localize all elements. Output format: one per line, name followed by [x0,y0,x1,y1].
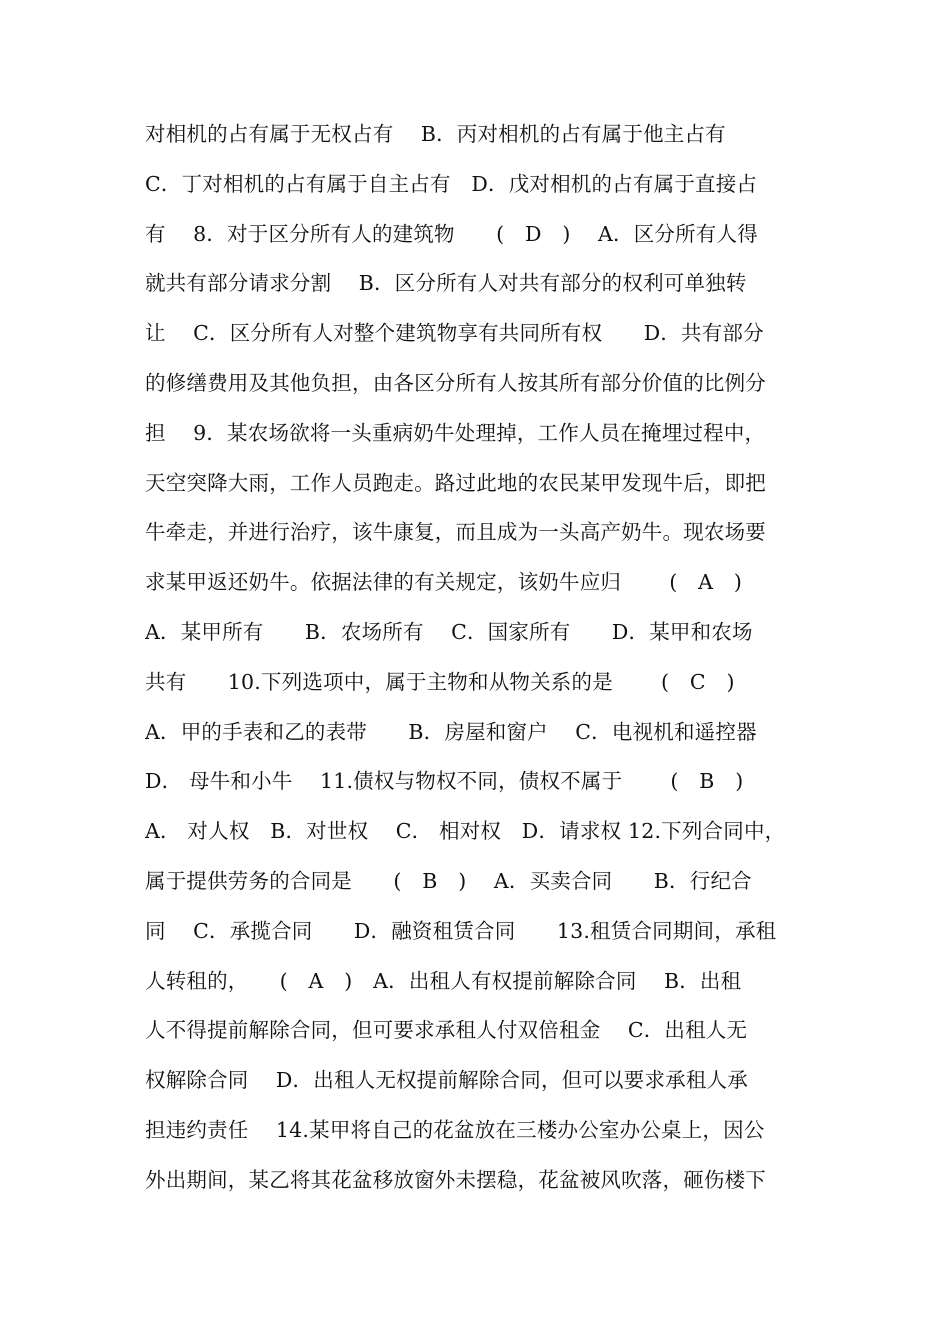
text-line-21: 担违约责任 14.某甲将自己的花盆放在三楼办公室办公桌上，因公 [145,1117,765,1142]
text-line-14: D． 母牛和小牛 11.债权与物权不同，债权不属于 ( B ) [145,769,744,794]
text-line-13: A．甲的手表和乙的表带 B．房屋和窗户 C．电视机和遥控器 [145,719,757,744]
text-line-17: 同 C．承揽合同 D．融资租赁合同 13.租赁合同期间，承租 [145,918,777,943]
text-line-5: 让 C．区分所有人对整个建筑物享有共同所有权 D．共有部分 [145,321,764,346]
text-line-11: A．某甲所有 B．农场所有 C．国家所有 D．某甲和农场 [145,619,753,644]
text-line-6: 的修缮费用及其他负担，由各区分所有人按其所有部分价值的比例分 [145,370,766,395]
text-line-7: 担 9．某农场欲将一头重病奶牛处理掉，工作人员在掩埋过程中， [145,420,766,445]
text-line-16: 属于提供劳务的合同是 ( B ) A．买卖合同 B．行纪合 [145,868,752,893]
text-line-18: 人转租的， ( A ) A．出租人有权提前解除合同 B．出租 [145,968,742,993]
text-line-3: 有 8．对于区分所有人的建筑物 ( D ) A．区分所有人得 [145,221,758,246]
text-line-10: 求某甲返还奶牛。依据法律的有关规定，该奶牛应归 ( A ) [145,570,743,595]
text-line-15: A． 对人权 B．对世权 C． 相对权 D．请求权 12.下列合同中， [145,819,786,844]
text-line-4: 就共有部分请求分割 B．区分所有人对共有部分的权利可单独转 [145,271,747,296]
text-line-19: 人不得提前解除合同，但可要求承租人付双倍租金 C．出租人无 [145,1018,748,1043]
text-line-22: 外出期间，某乙将其花盆移放窗外未摆稳，花盆被风吹落，砸伤楼下 [145,1167,766,1192]
text-line-1: 对相机的占有属于无权占有 B．丙对相机的占有属于他主占有 [145,122,726,146]
text-line-8: 天空突降大雨，工作人员跑走。路过此地的农民某甲发现牛后，即把 [145,470,766,495]
text-line-20: 权解除合同 D．出租人无权提前解除合同，但可以要求承租人承 [145,1068,748,1093]
document-body [145,110,810,1206]
text-line-9: 牛牵走，并进行治疗，该牛康复，而且成为一头高产奶牛。现农场要 [145,520,766,545]
text-line-12: 共有 10.下列选项中，属于主物和从物关系的是 ( C ) [145,669,735,694]
text-line-2: C．丁对相机的占有属于自主占有 D．戊对相机的占有属于直接占 [145,171,758,196]
